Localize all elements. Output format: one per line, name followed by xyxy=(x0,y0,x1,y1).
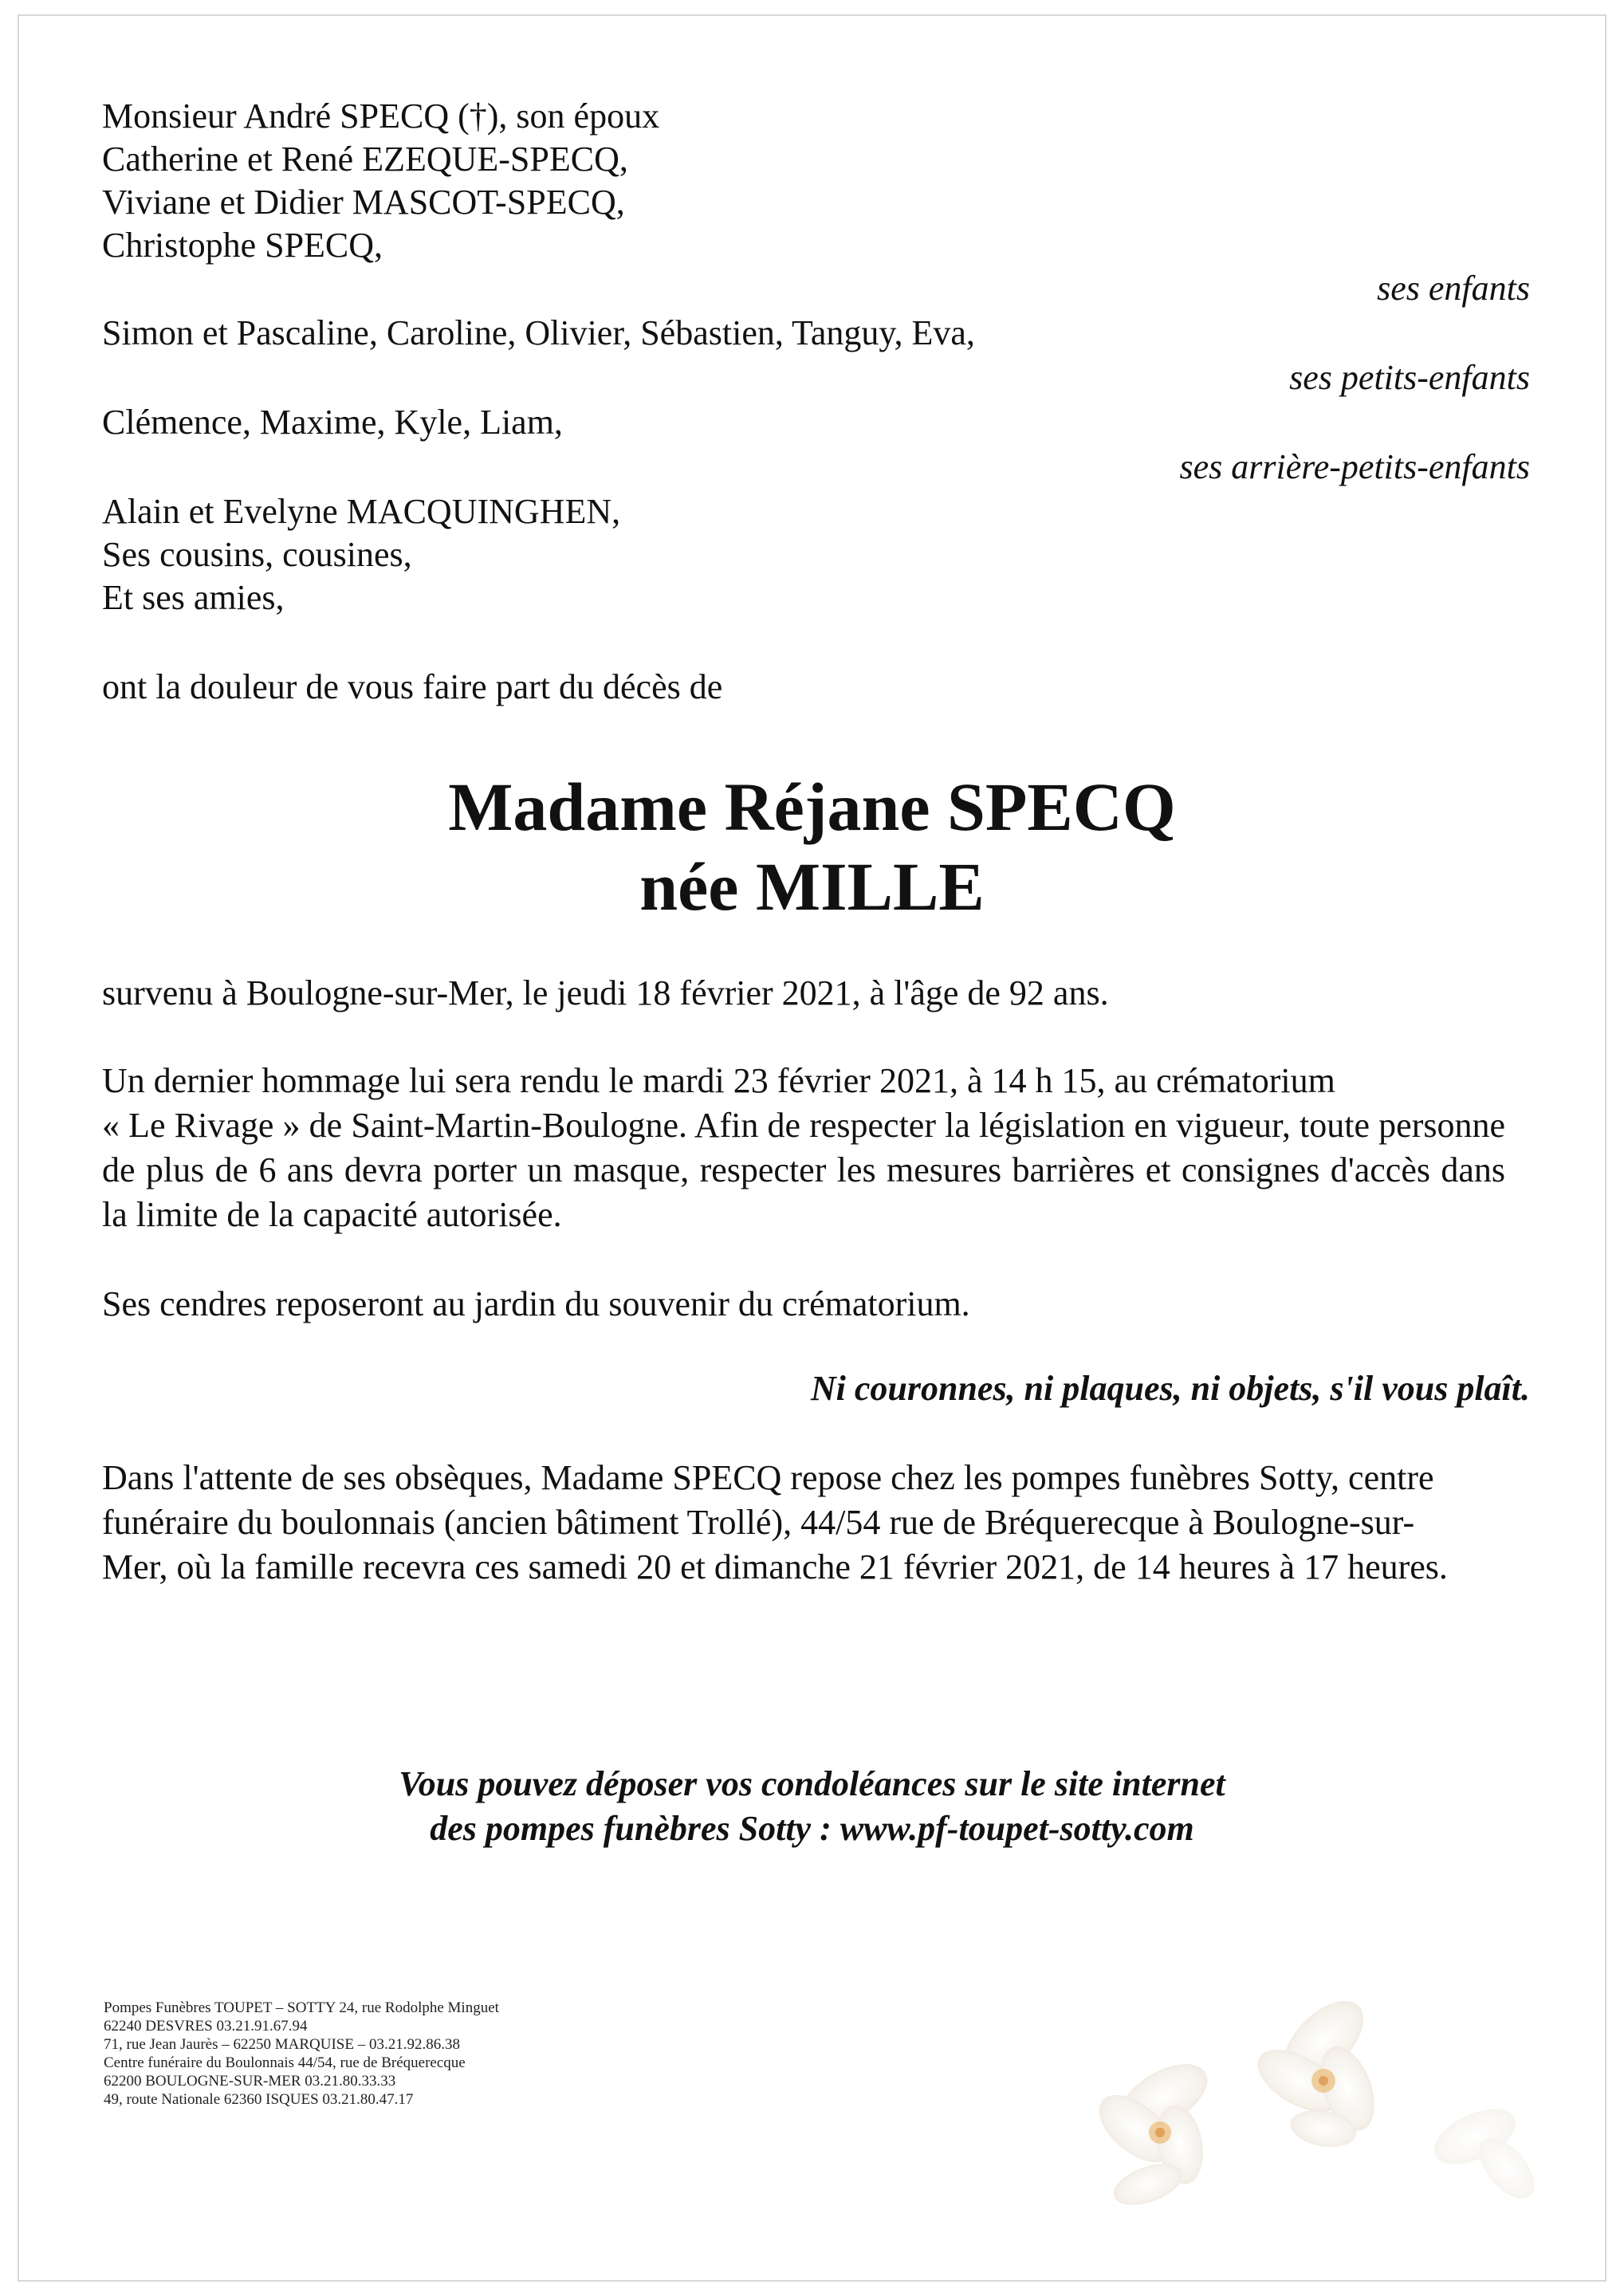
family-other-3: Et ses amies, xyxy=(102,578,285,617)
hommage-line-1: Un dernier hommage lui sera rendu le mardi 23 février 2021, à 14 h 15, au crématorium xyxy=(102,1061,1335,1100)
label-petits-enfants: ses petits-enfants xyxy=(1289,358,1530,397)
death-info: survenu à Boulogne-sur-Mer, le jeudi 18 février 2021, à l'âge de 92 ans. xyxy=(102,973,1109,1012)
footer-line-5: 62200 BOULOGNE-SUR-MER 03.21.80.33.33 xyxy=(104,2073,396,2090)
no-flowers-notice: Ni couronnes, ni plaques, ni objets, s'il vous plaît. xyxy=(810,1369,1530,1408)
family-line-child-3: Christophe SPECQ, xyxy=(102,226,383,265)
family-other-1: Alain et Evelyne MACQUINGHEN, xyxy=(102,492,621,531)
orchid-right xyxy=(1248,1987,1385,2152)
family-line-husband: Monsieur André SPECQ (†), son époux xyxy=(102,96,660,136)
obseques-paragraph: Dans l'attente de ses obsèques, Madame SPECQ repose chez les pompes funèbres Sotty, centre funéraire du boulonnais (ancien bâtiment Trollé), 44/54 rue de Bréquerecque à Boulogne-sur-Mer, où la famille recevra ces samedi 20 et dimanche 21 février 2021, de 14 heures à 17 heures. xyxy=(102,1458,1448,1586)
condoleances-line-1: Vous pouvez déposer vos condoléances sur le site internet xyxy=(399,1764,1225,1803)
deceased-maiden-name: née MILLE xyxy=(639,848,985,925)
footer-line-2: 62240 DESVRES 03.21.91.67.94 xyxy=(104,2018,308,2035)
deceased-name: Madame Réjane SPECQ xyxy=(448,769,1176,845)
hommage-paragraph: « Le Rivage » de Saint-Martin-Boulogne. Afin de respecter la législation en vigueur, toute personne de plus de 6 ans devra porter un masque, respecter les mesures barrières et consignes d'accès dans la limite de la capacité autorisée. xyxy=(102,1106,1505,1234)
funeral-home-addresses xyxy=(104,1999,499,2109)
footer-line-3: 71, rue Jean Jaurès – 62250 MARQUISE – 03.21.92.86.38 xyxy=(104,2036,460,2053)
orchid-left xyxy=(1087,2050,1218,2213)
footer-line-1: Pompes Funèbres TOUPET – SOTTY 24, rue Rodolphe Minguet xyxy=(104,1999,499,2016)
announcement: ont la douleur de vous faire part du décès de xyxy=(102,667,723,706)
label-arriere-petits-enfants: ses arrière-petits-enfants xyxy=(1179,447,1530,486)
orchid-faded xyxy=(1425,2097,1544,2208)
condoleances-line-2: des pompes funèbres Sotty : www.pf-toupet-sotty.com xyxy=(430,1809,1194,1848)
family-great-grandchildren: Clémence, Maxime, Kyle, Liam, xyxy=(102,403,563,442)
cendres: Ses cendres reposeront au jardin du souvenir du crématorium. xyxy=(102,1284,970,1323)
orchid-flowers-decoration xyxy=(1060,1945,1555,2256)
footer-line-4: Centre funéraire du Boulonnais 44/54, rue de Bréquerecque xyxy=(104,2054,466,2071)
footer-line-6: 49, route Nationale 62360 ISQUES 03.21.80.47.17 xyxy=(104,2091,414,2108)
family-line-child-1: Catherine et René EZEQUE-SPECQ, xyxy=(102,140,628,179)
family-line-child-2: Viviane et Didier MASCOT-SPECQ, xyxy=(102,183,625,222)
family-grandchildren: Simon et Pascaline, Caroline, Olivier, Sébastien, Tanguy, Eva, xyxy=(102,313,975,352)
family-other-2: Ses cousins, cousines, xyxy=(102,535,412,574)
label-enfants: ses enfants xyxy=(1377,269,1530,308)
